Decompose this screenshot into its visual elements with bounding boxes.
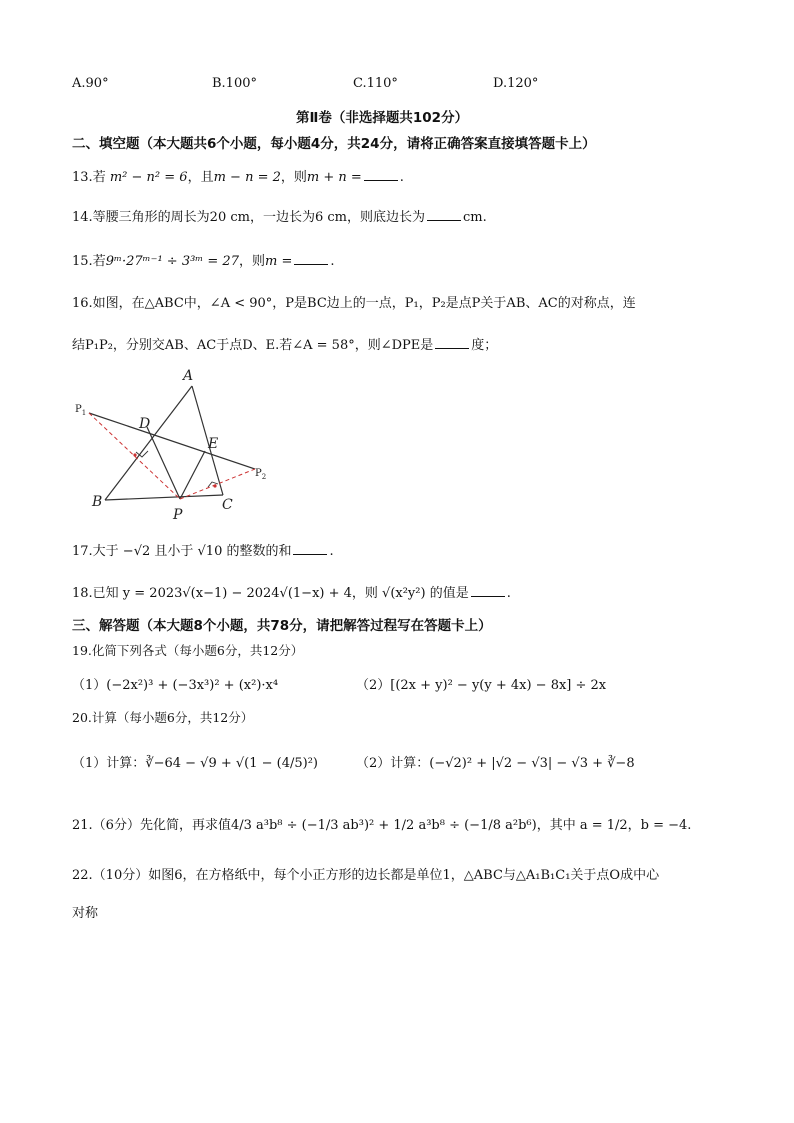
q15-prefix: 若 xyxy=(92,254,106,269)
q21-expr: 4/3 a³b⁸ ÷ (−1/3 ab³)² + 1/2 a³b⁸ ÷ (−1/8 a²b⁶) xyxy=(230,818,537,833)
question-13 xyxy=(72,166,404,185)
triangle-figure xyxy=(72,362,282,522)
option-a: A.90° xyxy=(72,76,109,91)
q16-line2-end: 度； xyxy=(471,338,498,353)
q15-eq: 9ᵐ·27ᵐ⁻¹ ÷ 3³ᵐ = 27 xyxy=(105,254,239,269)
label-p: P xyxy=(173,507,183,522)
label-d: D xyxy=(139,416,151,432)
q13-number: 13. xyxy=(72,170,93,185)
label-b: B xyxy=(92,494,103,510)
question-14 xyxy=(72,206,487,225)
q17-end: . xyxy=(329,544,334,559)
side-bc xyxy=(105,495,223,500)
part2-title: 第Ⅱ卷（非选择题共102分） xyxy=(296,110,469,126)
q20-p1-expr: ∛−64 − √9 + √(1 − (4/5)²) xyxy=(145,756,319,771)
answer-blank[interactable] xyxy=(427,210,461,221)
label-p1-letter: P xyxy=(75,404,82,415)
label-e: E xyxy=(208,436,219,452)
q21-cond: ，其中 a = 1/2，b = −4. xyxy=(536,818,692,833)
question-20-part2 xyxy=(356,752,635,771)
question-15 xyxy=(72,250,335,269)
answer-blank[interactable] xyxy=(364,170,398,181)
answer-blank[interactable] xyxy=(471,586,505,597)
option-c: C.110° xyxy=(353,76,398,91)
q21-head: 21.（6分）先化简，再求值 xyxy=(72,818,231,833)
segment-ep xyxy=(180,451,205,499)
label-c: C xyxy=(222,497,233,513)
question-19-part2: （2）[(2x + y)² − y(y + 4x) − 8x] ÷ 2x xyxy=(356,678,607,693)
label-p2-letter: P xyxy=(255,468,262,479)
label-p2-sub: 2 xyxy=(261,473,267,481)
q13-then: ，则 xyxy=(280,170,307,185)
option-d: D.120° xyxy=(493,76,539,91)
q17-text: 17.大于 −√2 且小于 √10 的整数的和 xyxy=(72,544,292,559)
q13-end: . xyxy=(399,170,404,185)
q20-p2-expr: (−√2)² + |√2 − √3| − √3 + ∛−8 xyxy=(429,756,635,771)
section2-heading: 二、填空题（本大题共6个小题，每小题4分，共24分，请将正确答案直接填答题卡上） xyxy=(72,136,596,152)
q18-end: . xyxy=(506,586,511,601)
q13-eq1: m² − n² = 6 xyxy=(109,170,188,185)
q15-end: . xyxy=(330,254,335,269)
answer-blank[interactable] xyxy=(293,544,327,555)
answer-blank[interactable] xyxy=(294,254,328,265)
q13-mid: ，且 xyxy=(187,170,214,185)
q20-p2-label: （2）计算： xyxy=(356,756,430,771)
question-16-line2 xyxy=(72,334,497,353)
question-16-line1: 16.如图，在△ABC中，∠A < 90°，P是BC边上的一点，P₁，P₂是点P关于AB、AC的对称点，连 xyxy=(72,296,636,311)
line-p1p2 xyxy=(89,413,255,469)
question-22-line2: 对称 xyxy=(72,906,99,921)
question-19-part1: （1）(−2x²)³ + (−3x³)² + (x²)·x⁴ xyxy=(72,678,279,693)
q15-ask: m = xyxy=(265,254,293,269)
question-18 xyxy=(72,582,511,601)
label-p1 xyxy=(75,404,86,417)
q13-ask: m + n = xyxy=(306,170,362,185)
q13-eq2: m − n = 2 xyxy=(213,170,281,185)
question-20-title: 20.计算（每小题6分，共12分） xyxy=(72,710,254,725)
q18-text: 18.已知 y = 2023√(x−1) − 2024√(1−x) + 4，则 √(x²y²) 的值是 xyxy=(72,586,469,601)
q16-line2-text: 结P₁P₂，分别交AB、AC于点D、E.若∠A = 58°，则∠DPE是 xyxy=(72,338,434,353)
q20-p1-label: （1）计算： xyxy=(72,756,146,771)
q15-then: ，则 xyxy=(238,254,265,269)
question-21 xyxy=(72,814,691,833)
answer-blank[interactable] xyxy=(435,338,469,349)
label-a: A xyxy=(183,368,194,384)
label-p2 xyxy=(255,468,266,481)
option-b: B.100° xyxy=(212,76,257,91)
q13-prefix: 若 xyxy=(92,170,106,185)
q15-number: 15. xyxy=(72,254,93,269)
label-p1-sub: 1 xyxy=(81,409,87,417)
question-19-title: 19.化简下列各式（每小题6分，共12分） xyxy=(72,643,304,658)
q14-text: 14.等腰三角形的周长为20 cm，一边长为6 cm，则底边长为 xyxy=(72,210,425,225)
question-20-part1 xyxy=(72,752,318,771)
question-17 xyxy=(72,540,334,559)
section3-heading: 三、解答题（本大题8个小题，共78分，请把解答过程写在答题卡上） xyxy=(72,618,492,634)
question-22-line1: 22.（10分）如图6，在方格纸中，每个小正方形的边长都是单位1，△ABC与△A₁B₁C₁关于点O成中心 xyxy=(72,868,660,883)
q14-unit: cm. xyxy=(462,210,487,225)
